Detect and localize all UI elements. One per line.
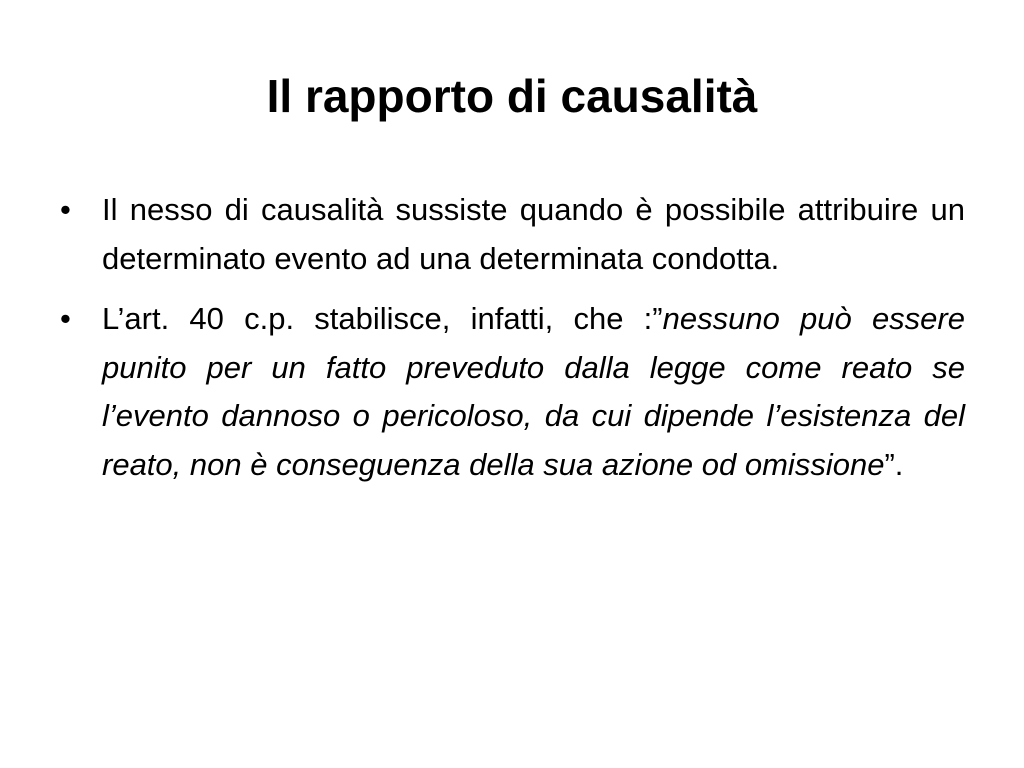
- bullet-icon: •: [60, 301, 71, 336]
- legal-quote-text: nessuno può essere punito per un fatto preveduto dalla legge come reato se l’evento dannoso o pericoloso, da cui dipende l’esistenza del reato, non è conseguenza della sua azione od omissione: [102, 301, 965, 482]
- slide-title: Il rapporto di causalità: [266, 70, 758, 122]
- bullet-lead-text: L’art. 40 c.p. stabilisce, infatti, che :”: [102, 301, 663, 336]
- bullet-list: [60, 186, 965, 501]
- bullet-text: Il nesso di causalità sussiste quando è possibile attribuire un determinato evento ad una determinata condotta.: [102, 192, 965, 276]
- bullet-item-1: [60, 186, 965, 283]
- bullet-item-2: [60, 295, 965, 489]
- bullet-icon: •: [60, 192, 71, 227]
- bullet-tail-text: ”.: [884, 446, 904, 482]
